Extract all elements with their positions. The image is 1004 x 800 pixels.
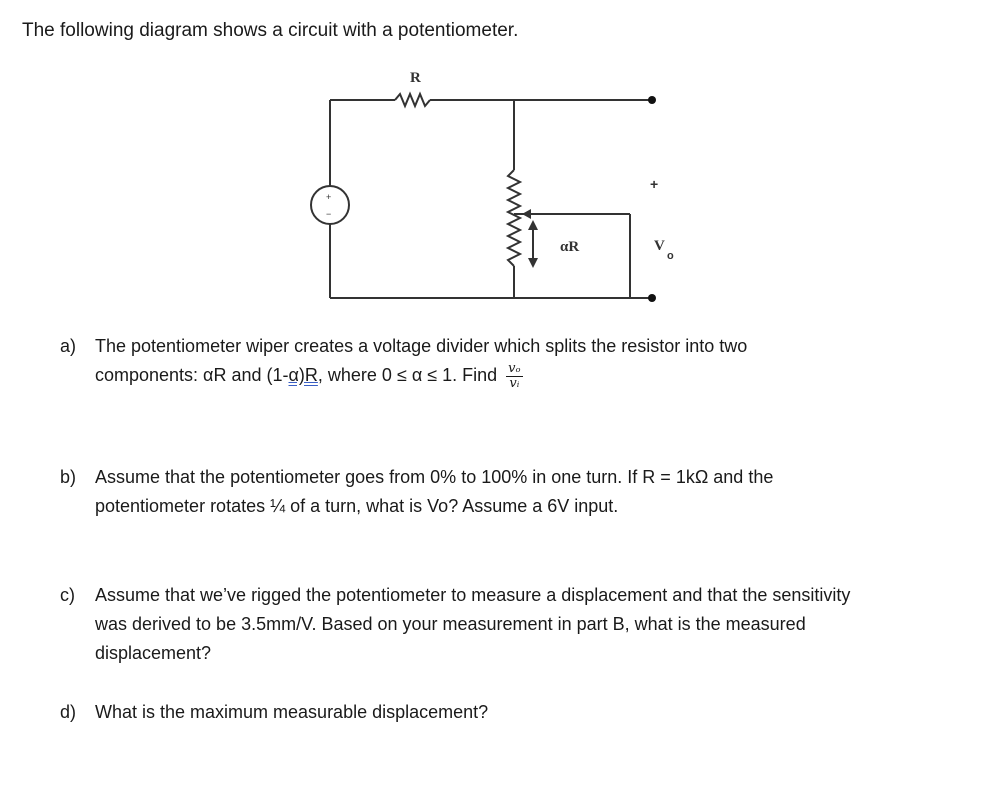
question-c-line3: displacement?: [95, 643, 212, 663]
resistor-r: [395, 94, 430, 106]
question-a-line2-pre: components: αR and (1-: [95, 365, 289, 385]
question-c-label: c): [60, 585, 75, 605]
question-b-label: b): [60, 467, 77, 487]
output-plus-label: +: [650, 176, 659, 192]
output-voltage-subscript: o: [667, 250, 674, 262]
question-d-label: d): [60, 702, 77, 722]
pot-label: αR: [560, 239, 580, 255]
terminal-top-icon: [648, 96, 656, 104]
question-a-line2-post: , where 0 ≤ α ≤ 1. Find: [317, 365, 503, 385]
wiper-contact-icon: [522, 209, 531, 219]
question-b-line1: Assume that the potentiometer goes from 0% to 100% in one turn. If R = 1kΩ and the: [95, 467, 774, 487]
question-a-line1: The potentiometer wiper creates a voltage divider which splits the resistor into two: [95, 336, 748, 356]
question-d-line1: What is the maximum measurable displacement?: [95, 702, 489, 722]
fraction-denominator: vᵢ: [509, 375, 520, 391]
question-c-line1: Assume that we’ve rigged the potentiometer to measure a displacement and that the sensitivity: [95, 585, 851, 605]
resistor-label: R: [410, 70, 421, 86]
question-a-label: a): [60, 336, 77, 356]
wiper-arrow-up-icon: [528, 220, 538, 230]
question-c-line2: was derived to be 3.5mm/V. Based on your measurement in part B, what is the measured: [95, 614, 806, 634]
question-a-line2: [95, 361, 975, 391]
intro-text: The following diagram shows a circuit with a potentiometer.: [22, 20, 519, 41]
question-a-alpha-term: α)R: [288, 365, 318, 385]
circuit-diagram: [0, 0, 1004, 320]
question-b-line2: potentiometer rotates ¼ of a turn, what is Vo? Assume a 6V input.: [95, 496, 619, 516]
source-plus-label: +: [326, 192, 332, 202]
wiper-arrow-down-icon: [528, 258, 538, 268]
terminal-bottom-icon: [648, 294, 656, 302]
output-voltage-label: V: [654, 238, 665, 254]
vo-over-vi-fraction: [506, 362, 522, 391]
source-minus-label: −: [326, 209, 332, 219]
potentiometer-resistor: [508, 170, 520, 266]
fraction-numerator: vₒ: [508, 360, 521, 376]
